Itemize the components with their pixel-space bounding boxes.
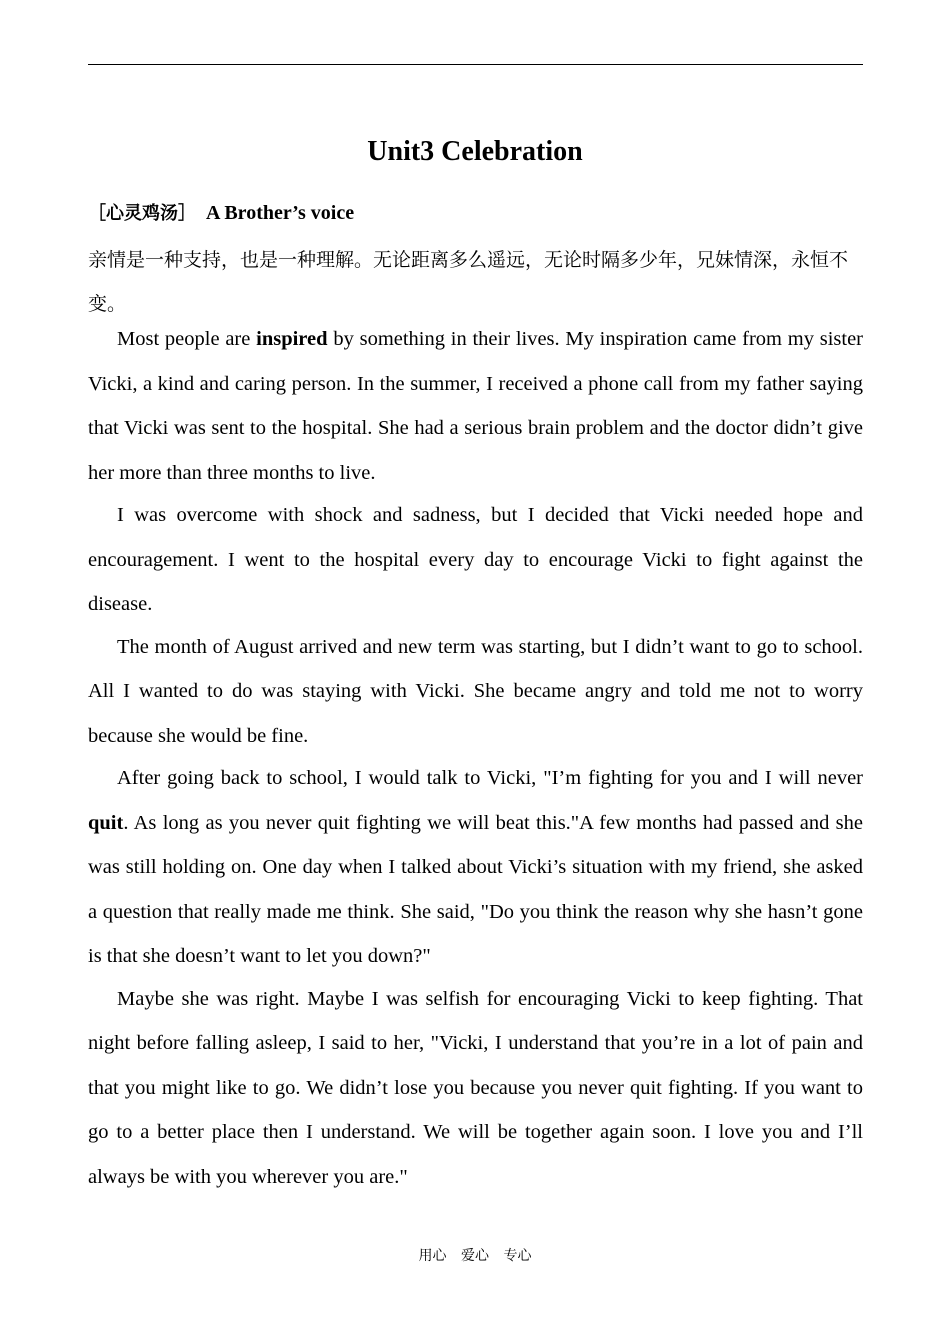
- page-title: Unit3 Celebration: [367, 136, 583, 167]
- paragraph-2: I was overcome with shock and sadness, but I decided that Vicki needed hope and encouragement. I went to the hospital every day to encourage Vicki to fight against the disease.: [88, 504, 863, 615]
- vocab-quit: quit: [88, 811, 124, 834]
- section-tag: ［心灵鸡汤］: [88, 203, 196, 224]
- chinese-intro: 亲情是一种支持，也是一种理解。无论距离多么遥远，无论时隔多少年，兄妹情深，永恒不变。: [88, 249, 849, 315]
- article-title: A Brother’s voice: [206, 202, 355, 224]
- paragraph-4: [88, 756, 863, 979]
- paragraph-4-text-a: After going back to school, I would talk to Vicki, "I’m fighting for you and I will never: [117, 767, 863, 789]
- paragraph-1-text-b: by something in their lives. My inspiration came from my sister Vicki, a kind and caring person. In the summer, I received a phone call from my father saying that Vicki was sent to the hospital. She had a serious brain problem and the doctor didn’t give her more than three months to live.: [88, 328, 863, 484]
- paragraph-1-text-a: Most people are: [117, 328, 257, 350]
- story-body: [88, 317, 863, 1197]
- paragraph-1: [88, 317, 863, 495]
- paragraph-4-text-b: . As long as you never quit fighting we will beat this."A few months had passed and she was still holding on. One day when I talked about Vicki’s situation with my friend, she asked a question that really made me think. She said, "Do you think the reason why she hasn’t gone is that she doesn’t want to let you down?": [88, 811, 863, 967]
- page-footer: 用心 爱心 专心: [418, 1248, 532, 1264]
- paragraph-5: Maybe she was right. Maybe I was selfish for encouraging Vicki to keep fighting. That night before falling asleep, I said to her, "Vicki, I understand that you’re in a lot of pain and that you might like to go. We didn’t lose you because you never quit fighting. If you want to go to a better place then I understand. We will be together again soon. I love you and I’ll always be with you wherever you are.": [88, 987, 863, 1188]
- paragraph-3: The month of August arrived and new term was starting, but I didn’t want to go to school. All I wanted to do was staying with Vicki. She became angry and told me not to worry because she would be fine.: [88, 635, 863, 747]
- section-heading: [88, 200, 354, 227]
- vocab-inspired: inspired: [256, 328, 328, 350]
- header-rule: [88, 64, 863, 65]
